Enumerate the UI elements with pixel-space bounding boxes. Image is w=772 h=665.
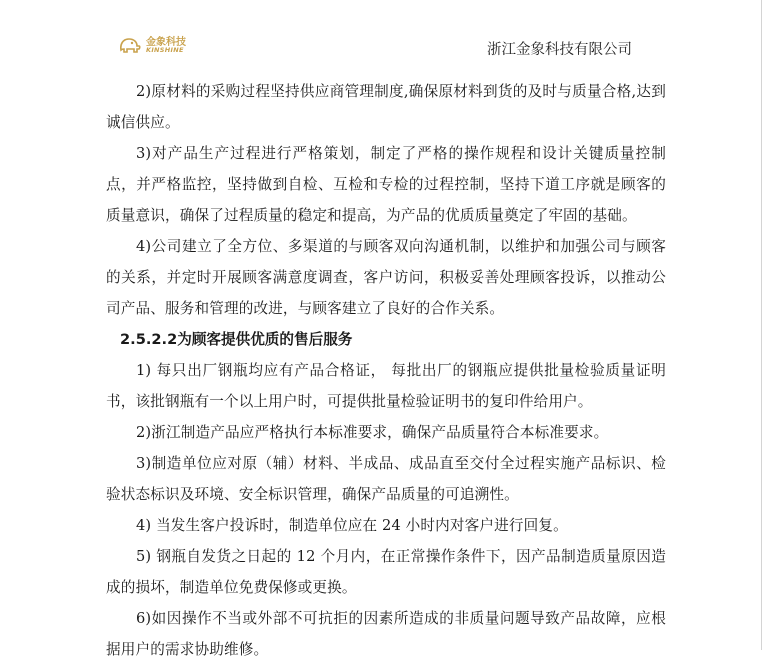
page-header [112,30,632,70]
logo-text-en: KINSHINE [146,46,184,54]
document-body [106,76,666,665]
company-name: 浙江金象科技有限公司 [487,42,632,58]
paragraph: 2)原材料的采购过程坚持供应商管理制度,确保原材料到货的及时与质量合格,达到诚信供应。 [106,83,666,131]
paragraph: 1) 每只出厂钢瓶均应有产品合格证， 每批出厂的钢瓶应提供批量检验质量证明书，该批钢瓶有一个以上用户时，可提供批量检验证明书的复印件给用户。 [106,362,666,410]
paragraph: 4)公司建立了全方位、多渠道的与顾客双向沟通机制，以维护和加强公司与顾客的关系，并定时开展顾客满意度调查，客户访问，积极妥善处理顾客投诉，以推动公司产品、服务和管理的改进，与顾客建立了良好的合作关系。 [106,238,666,317]
paragraph: 3)制造单位应对原（辅）材料、半成品、成品直至交付全过程实施产品标识、检验状态标识及环境、安全标识管理，确保产品质量的可追溯性。 [106,455,666,503]
paragraph: 5) 钢瓶自发货之日起的 12 个月内，在正常操作条件下，因产品制造质量原因造成的损坏，制造单位免费保修或更换。 [106,548,666,596]
paragraph: 2)浙江制造产品应严格执行本标准要求，确保产品质量符合本标准要求。 [136,424,609,441]
paragraph: 6)如因操作不当或外部不可抗拒的因素所造成的非质量问题导致产品故障，应根据用户的需求协助维修。 [106,610,666,658]
section-heading: 2.5.2.2为顾客提供优质的售后服务 [120,331,353,348]
company-logo [118,32,198,58]
elephant-logo-icon [118,34,142,54]
paragraph: 3)对产品生产过程进行严格策划，制定了严格的操作规程和设计关键质量控制点，并严格监控，坚持做到自检、互检和专检的过程控制，坚持下道工序就是顾客的质量意识，确保了过程质量的稳定和提高，为产品的优质质量奠定了牢固的基础。 [106,145,666,224]
logo-text-cn: 金象科技 [146,37,186,48]
page-edge [761,0,762,650]
paragraph: 4) 当发生客户投诉时，制造单位应在 24 小时内对客户进行回复。 [136,517,568,534]
